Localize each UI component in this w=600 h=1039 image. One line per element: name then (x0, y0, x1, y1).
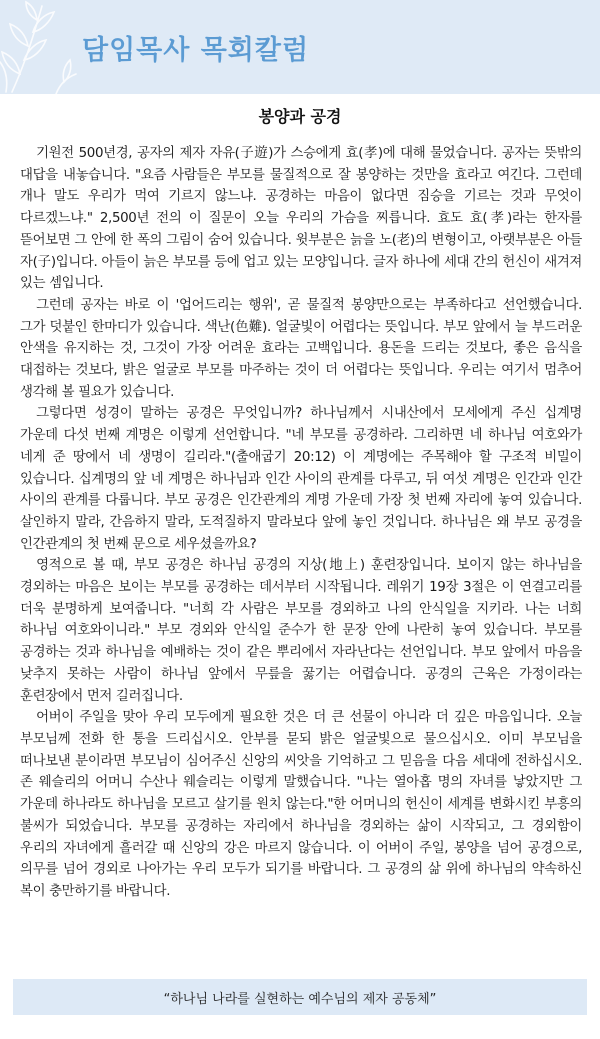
paragraph: 그렇다면 성경이 말하는 공경은 무엇입니까? 하나님께서 시내산에서 모세에게 주신 십계명 가운데 다섯 번째 계명은 이렇게 선언합니다. "네 부모를 공경하라. 그리하면 네 하나님 여호와가 네게 준 땅에서 네 생명이 길리라."(출애굽기 20:12) 이 계명에는 주목해야 할 구조적 비밀이 있습니다. 십계명의 앞 네 계명은 하나님과 인간 사이의 관계를 다루고, 뒤 여섯 계명은 인간과 인간 사이의 관계를 다룹니다. 부모 공경은 인간관계의 계명 가운데 가장 첫 번째 자리에 놓여 있습니다. 살인하지 말라, 간음하지 말라, 도적질하지 말라보다 앞에 놓인 것입니다. 하나님은 왜 부모 공경을 인간관계의 첫 번째 문으로 세우셨을까요? (20, 406, 582, 552)
paragraph: 영적으로 볼 때, 부모 공경은 하나님 공경의 지상(地上) 훈련장입니다. 보이지 않는 하나님을 경외하는 마음은 보이는 부모를 공경하는 데서부터 시작됩니다. 레위기 19장 3절은 이 연결고리를 더욱 분명하게 보여줍니다. "너희 각 사람은 부모를 경외하고 나의 안식일을 지키라. 나는 너희 하나님 여호와이니라." 부모 경외와 안식일 준수가 한 문장 안에 나란히 놓여 있습니다. 부모를 공경하는 것과 하나님을 예배하는 것이 같은 뿌리에서 자라난다는 선언입니다. 부모 앞에서 마음을 낮추지 못하는 사람이 하나님 앞에서 무릎을 꿇기는 어렵습니다. 공경의 근육은 가정이라는 훈련장에서 먼저 길러집니다. (20, 558, 582, 704)
article-title: 봉양과 공경 (258, 107, 342, 126)
paragraph: 어버이 주일을 맞아 우리 모두에게 필요한 것은 더 큰 선물이 아니라 더 깊은 마음입니다. 오늘 부모님께 전화 한 통을 드리십시오. 안부를 묻되 밝은 얼굴빛으로 물으십시오. 이미 부모님을 떠나보낸 분이라면 부모님이 심어주신 신앙의 씨앗을 기억하고 그 믿음을 다음 세대에 전하십시오. 존 웨슬리의 어머니 수산나 웨슬리는 이렇게 말했습니다. "나는 열아홉 명의 자녀를 낳았지만 그 가운데 하나라도 하나님을 모르고 살기를 원치 않는다."한 어머니의 헌신이 세계를 변화시킨 부흥의 불씨가 되었습니다. 부모를 공경하는 자리에서 하나님을 경외하는 삶이 시작되고, 그 경외함이 우리의 자녀에게 흘러갈 때 신앙의 강은 마르지 않습니다. 이 어버이 주일, 봉양을 넘어 공경으로, 의무를 넘어 경외로 나아가는 우리 모두가 되기를 바랍니다. 그 공경의 삶 위에 하나님의 약속하신 복이 충만하기를 바랍니다. (20, 710, 582, 899)
leaf-branch-icon (0, 0, 80, 94)
paragraph: 그런데 공자는 바로 이 '업어드리는 행위', 곧 물질적 봉양만으로는 부족하다고 선언했습니다. 그가 덧붙인 한마디가 있습니다. 색난(色難). 얼굴빛이 어렵다는 뜻입니다. 부모 앞에서 늘 부드러운 안색을 유지하는 것, 그것이 가장 어려운 효라는 고백입니다. 용돈을 드리는 것보다, 좋은 음식을 대접하는 것보다, 밝은 얼굴로 부모를 마주하는 것이 더 어렵다는 뜻입니다. 우리는 여기서 멈추어 생각해 볼 필요가 있습니다. (20, 297, 582, 400)
paragraph: 기원전 500년경, 공자의 제자 자유(子遊)가 스승에게 효(孝)에 대해 물었습니다. 공자는 뜻밖의 대답을 내놓습니다. "요즘 사람들은 부모를 물질적으로 잘 봉양하는 것만을 효라고 여긴다. 그런데 개나 말도 우리가 먹여 기르지 않느냐. 공경하는 마음이 없다면 짐승을 기르는 것과 무엇이 다르겠느냐." 2,500년 전의 이 질문이 오늘 우리의 가슴을 찌릅니다. 효도 효(孝)라는 한자를 뜯어보면 그 안에 한 폭의 그림이 숨어 있습니다. 윗부분은 늙을 노(老)의 변형이고, 아랫부분은 아들 자(子)입니다. 아들이 늙은 부모를 등에 업고 있는 모양입니다. 글자 하나에 세대 간의 헌신이 새겨져 있는 셈입니다. (20, 146, 582, 292)
church-motto-banner (13, 979, 587, 1015)
column-header (0, 0, 600, 94)
article-body (20, 143, 582, 903)
church-motto: “하나님 나라를 실현하는 예수님의 제자 공동체” (163, 991, 437, 1007)
column-title: 담임목사 목회칼럼 (82, 35, 310, 66)
